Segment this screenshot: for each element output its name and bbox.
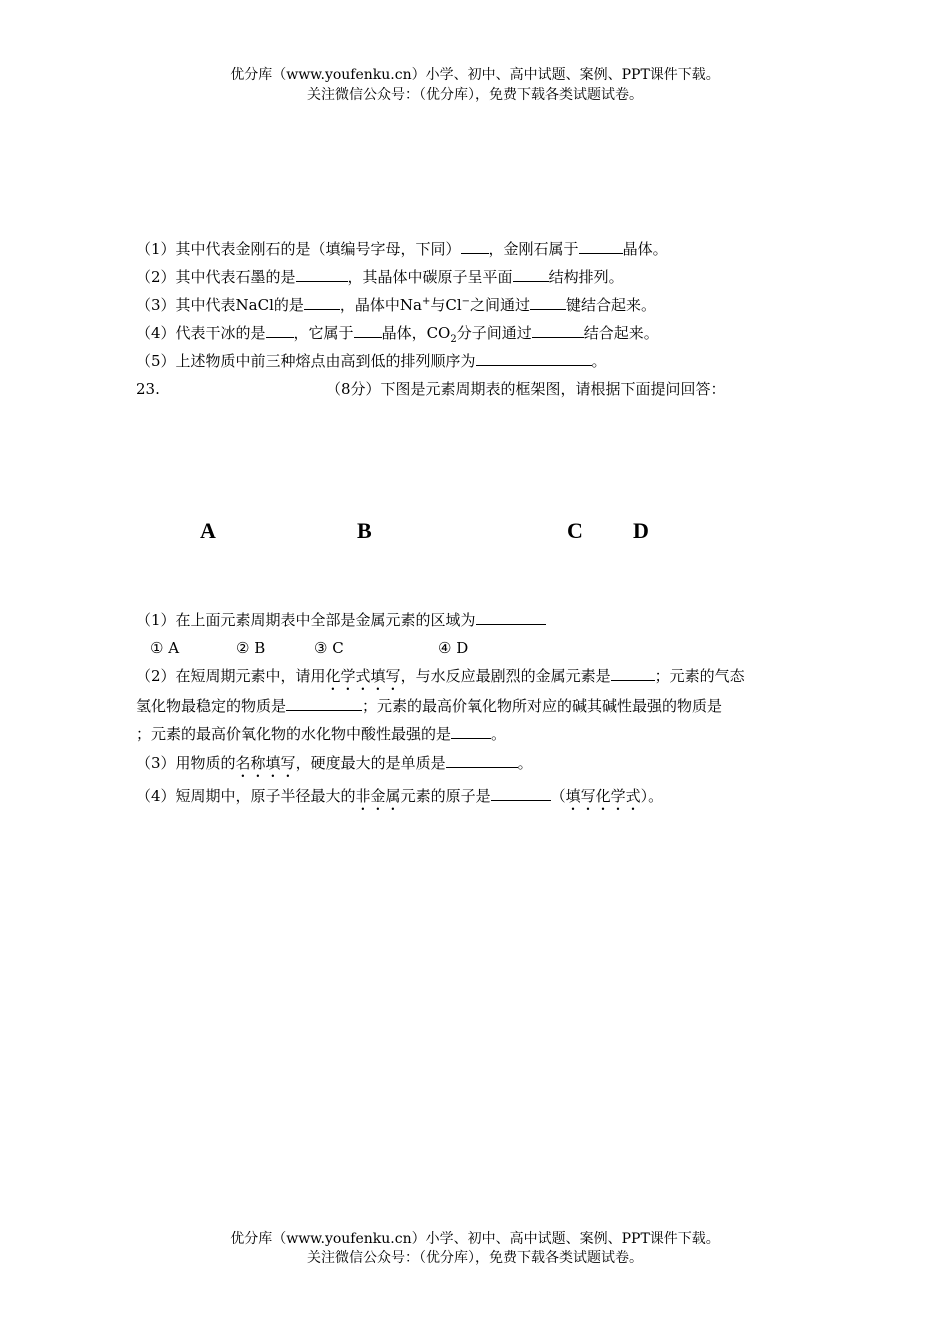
text: 。 <box>517 754 533 772</box>
emphasis-text: 非金属 <box>355 787 401 805</box>
option-d: ④ D <box>438 639 469 657</box>
text: 键结合起来。 <box>566 296 657 314</box>
text: 结构排列。 <box>548 268 624 286</box>
q23-part-2-line-2 <box>136 695 722 717</box>
q23-part-4 <box>136 785 663 814</box>
text: ，与水反应最剧烈的金属元素是 <box>400 667 611 685</box>
answer-blank <box>266 322 294 338</box>
text: ，它属于 <box>293 324 354 342</box>
answer-blank <box>579 238 623 254</box>
emphasis-text: 填写化学式 <box>565 787 641 805</box>
text: （2）在短周期元素中，请用 <box>136 667 326 685</box>
answer-blank <box>461 238 489 254</box>
text: 分子间通过 <box>456 324 532 342</box>
q22-part-3 <box>136 294 656 316</box>
q23-number: 23. <box>136 380 160 398</box>
text: （1）在上面元素周期表中全部是金属元素的区域为 <box>136 611 476 629</box>
text: ，其晶体中碳原子呈平面 <box>347 268 513 286</box>
q23-stem: （8分）下图是元素周期表的框架图，请根据下面提问回答： <box>326 380 726 398</box>
q22-part-1 <box>136 238 668 260</box>
text: （3）用物质的 <box>136 754 236 772</box>
subscript: 2 <box>450 334 457 345</box>
text: 结合起来。 <box>583 324 659 342</box>
answer-blank <box>286 695 362 711</box>
superscript: − <box>461 296 471 307</box>
answer-blank <box>476 609 546 625</box>
text: 。 <box>591 352 607 370</box>
answer-blank <box>304 294 340 310</box>
text: （4）短周期中，原子半径最大的 <box>136 787 356 805</box>
text: 元素的原子是 <box>400 787 491 805</box>
q23-options <box>150 637 468 659</box>
q22-part-2 <box>136 266 624 288</box>
answer-blank <box>611 665 655 681</box>
region-label-d: D <box>633 518 649 543</box>
text: 与Cl <box>430 296 462 314</box>
region-label-c: C <box>567 518 583 543</box>
text: （3）其中代表NaCl的是 <box>136 296 304 314</box>
footer-line-2: 关注微信公众号：（优分库），免费下载各类试题试卷。 <box>307 1250 643 1266</box>
text: 。 <box>491 725 507 743</box>
answer-blank <box>451 723 491 739</box>
superscript: + <box>421 296 431 307</box>
option-b: ② B <box>236 639 266 657</box>
text: （2）其中代表石墨的是 <box>136 268 296 286</box>
text: （4）代表干冰的是 <box>136 324 266 342</box>
text: （1）其中代表金刚石的是（填编号字母，下同） <box>136 240 461 258</box>
text: （ <box>550 787 566 805</box>
emphasis-text: 化学式填写 <box>325 667 401 685</box>
option-c: ③ C <box>314 639 344 657</box>
q23-part-1 <box>136 609 546 631</box>
answer-blank <box>296 266 348 282</box>
footer-line-1: 优分库（www.youfenku.cn）小学、初中、高中试题、案例、PPT课件下载。 <box>230 1231 720 1247</box>
q22-part-4 <box>136 322 659 344</box>
text: ，晶体中Na <box>339 296 422 314</box>
region-label-a: A <box>200 518 216 543</box>
header-line-1: 优分库（www.youfenku.cn）小学、初中、高中试题、案例、PPT课件下载。 <box>230 67 720 83</box>
answer-blank <box>476 350 592 366</box>
text: ；元素的最高价氧化物所对应的碱其碱性最强的物质是 <box>362 697 723 715</box>
text: 氢化物最稳定的物质是 <box>136 697 287 715</box>
text: ，金刚石属于 <box>488 240 579 258</box>
header-line-2: 关注微信公众号：（优分库），免费下载各类试题试卷。 <box>307 87 643 103</box>
region-label-b: B <box>357 518 372 543</box>
option-a: ① A <box>150 639 180 657</box>
text: ；元素的气态 <box>654 667 745 685</box>
answer-blank <box>354 322 382 338</box>
text: 之间通过 <box>470 296 531 314</box>
text: 晶体。 <box>622 240 668 258</box>
answer-blank <box>532 322 584 338</box>
answer-blank <box>513 266 549 282</box>
answer-blank <box>530 294 566 310</box>
text: 晶体，CO <box>381 324 451 342</box>
answer-blank <box>446 752 518 768</box>
text: ）。 <box>640 787 664 805</box>
q23-part-3 <box>136 752 533 781</box>
text: （5）上述物质中前三种熔点由高到低的排列顺序为 <box>136 352 476 370</box>
text: ；元素的最高价氧化物的水化物中酸性最强的是 <box>136 725 452 743</box>
q22-part-5 <box>136 350 607 372</box>
emphasis-text: 名称填写 <box>235 754 296 772</box>
q23-part-2-line-3 <box>136 723 506 745</box>
answer-blank <box>491 785 551 801</box>
q23-part-2-line-1 <box>136 665 745 694</box>
text: ，硬度最大的是单质是 <box>295 754 446 772</box>
